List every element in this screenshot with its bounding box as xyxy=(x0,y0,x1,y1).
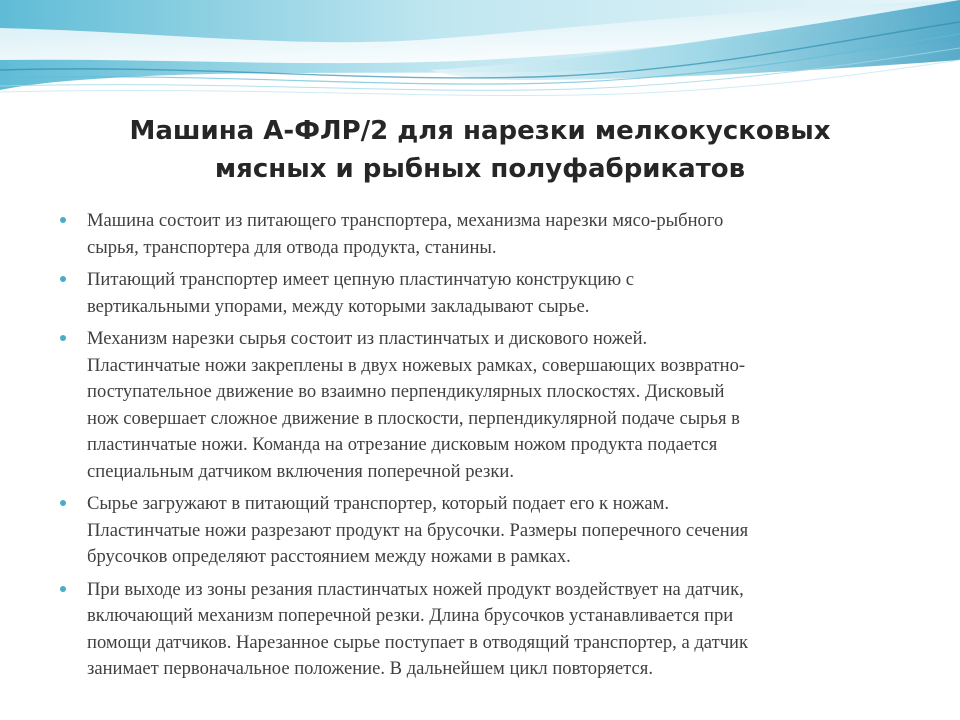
bullet-dot-icon xyxy=(60,500,66,506)
bullet-text-line: Пластинчатые ножи закреплены в двух ножевых рамках, совершающих возвратно- xyxy=(87,354,746,376)
bullet-text-line: нож совершает сложное движение в плоскости, перпендикулярной подаче сырья в xyxy=(87,407,740,429)
bullet-text-line: поступательное движение во взаимно перпендикулярных плоскостях. Дисковый xyxy=(87,381,725,402)
bullet-text-line: специальным датчиком включения поперечной резки. xyxy=(87,460,514,482)
bullet-item-5 xyxy=(60,577,905,683)
bullet-text-line: включающий механизм поперечной резки. Длина брусочков устанавливается при xyxy=(87,605,734,626)
bullet-text-line: брусочков определяют расстоянием между ножами в рамках. xyxy=(87,546,571,567)
bullet-text-line: При выходе из зоны резания пластинчатых ножей продукт воздействует на датчик, xyxy=(87,578,744,600)
slide-title xyxy=(60,112,900,188)
bullet-text-line: Сырье загружают в питающий транспортер, который подает его к ножам. xyxy=(87,493,669,514)
bullet-item-4 xyxy=(60,491,905,571)
bullet-item-3 xyxy=(60,326,905,485)
slide-title-line-2: мясных и рыбных полуфабрикатов xyxy=(214,154,746,184)
bullet-text-line: вертикальными упорами, между которыми закладывают сырье. xyxy=(87,295,590,317)
bullet-dot-icon xyxy=(60,586,66,592)
bullet-text-line: Пластинчатые ножи разрезают продукт на брусочки. Размеры поперечного сечения xyxy=(87,519,749,541)
wave-header-decoration xyxy=(0,0,960,110)
bullet-dot-icon xyxy=(60,217,66,223)
bullet-text-line: занимает первоначальное положение. В дальнейшем цикл повторяется. xyxy=(87,658,653,679)
bullet-item-1 xyxy=(60,208,905,261)
slide-title-line-1: Машина А-ФЛР/2 для нарезки мелкокусковых xyxy=(129,116,831,146)
bullet-dot-icon xyxy=(60,276,66,282)
bullet-text-line: Машина состоит из питающего транспортера, механизма нарезки мясо-рыбного xyxy=(87,210,724,231)
bullet-text-line: сырья, транспортера для отвода продукта, станины. xyxy=(87,236,497,258)
bullet-dot-icon xyxy=(60,335,66,341)
bullet-item-2 xyxy=(60,267,905,320)
bullet-text-line: помощи датчиков. Нарезанное сырье поступает в отводящий транспортер, а датчик xyxy=(87,631,749,653)
bullet-text-line: пластинчатые ножи. Команда на отрезание дисковым ножом продукта подается xyxy=(87,434,718,455)
bullet-text-line: Механизм нарезки сырья состоит из пластинчатых и дискового ножей. xyxy=(87,328,648,349)
bullet-text-line: Питающий транспортер имеет цепную пластинчатую конструкцию с xyxy=(87,269,635,290)
bullet-list xyxy=(60,208,905,689)
